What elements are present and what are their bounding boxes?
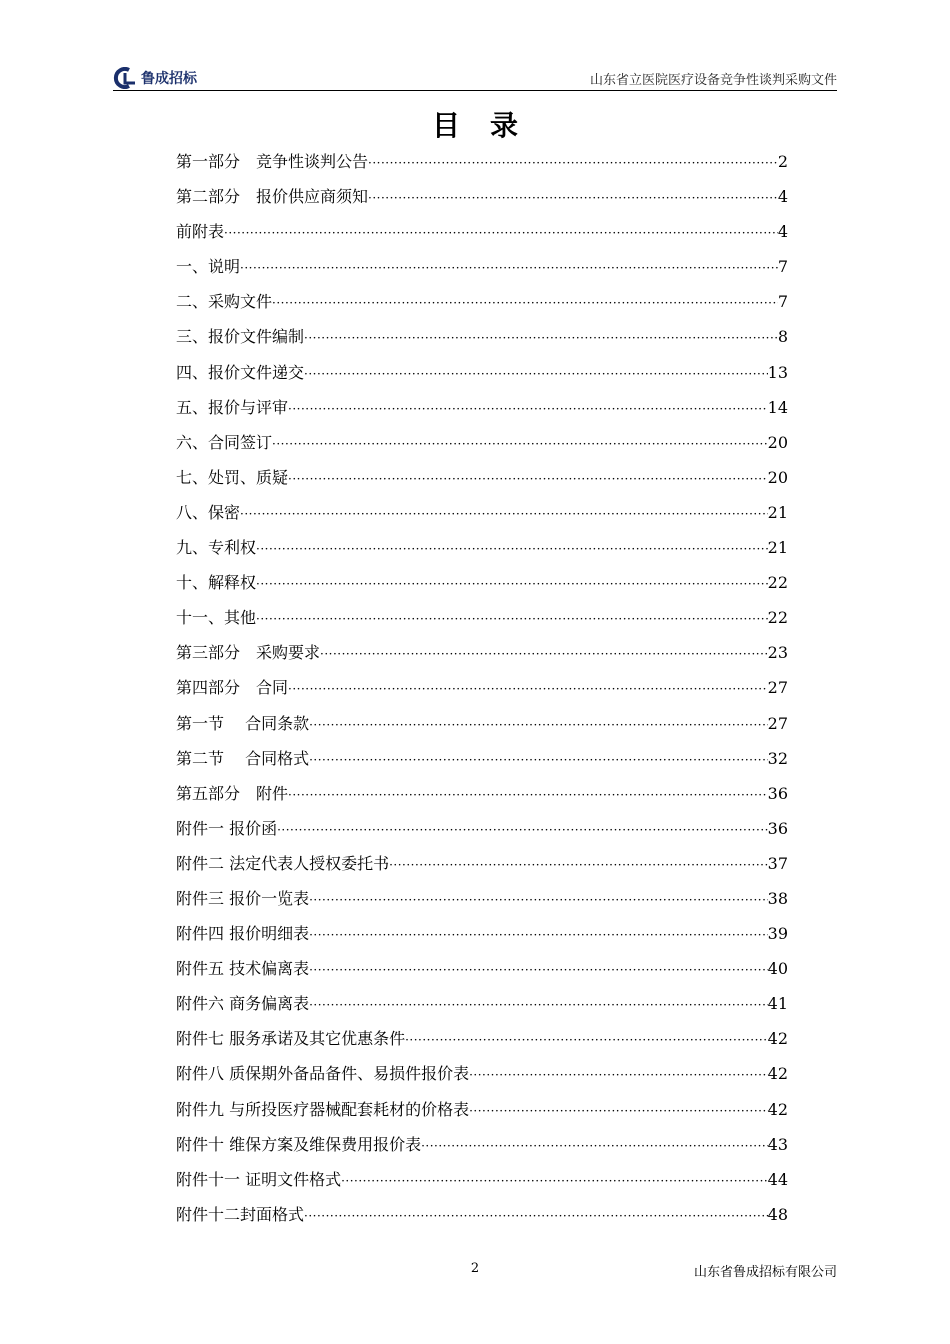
toc-entry[interactable]: [176, 846, 788, 881]
toc-entry-label: 附件二 法定代表人授权委托书: [176, 853, 390, 873]
toc-entry[interactable]: [176, 390, 788, 425]
toc-leader-dots: [389, 848, 768, 881]
toc-entry[interactable]: [176, 706, 788, 741]
toc-leader-dots: [256, 602, 768, 635]
toc-entry-page: 7: [777, 257, 788, 277]
toc-entry-label: 第二部分 报价供应商须知: [176, 187, 369, 207]
toc-leader-dots: [288, 392, 768, 425]
toc-entry-page: 43: [767, 1134, 788, 1154]
toc-leader-dots: [240, 497, 768, 530]
toc-entry-page: 22: [767, 573, 788, 593]
toc-entry[interactable]: [176, 284, 788, 319]
toc-entry[interactable]: [176, 776, 788, 811]
header-title: 山东省立医院医疗设备竞争性谈判采购文件: [589, 73, 837, 88]
toc-leader-dots: [224, 216, 778, 249]
toc-leader-dots: [288, 778, 768, 811]
toc-entry-page: 4: [777, 187, 788, 207]
toc-entry-label: 第三部分 采购要求: [176, 643, 321, 663]
toc-entry[interactable]: [176, 355, 788, 390]
toc-entry[interactable]: [176, 1162, 788, 1197]
toc-leader-dots: [309, 883, 768, 916]
toc-entry-page: 36: [767, 818, 788, 838]
toc-leader-dots: [309, 743, 768, 776]
toc-entry-label: 附件一 报价函: [176, 818, 278, 838]
toc-leader-dots: [309, 918, 768, 951]
toc-leader-dots: [240, 251, 778, 284]
toc-entry-label: 五、报价与评审: [176, 397, 289, 417]
toc-entry[interactable]: [176, 635, 788, 670]
toc-entry-label: 第二节 合同格式: [176, 748, 310, 768]
toc-entry-page: 44: [767, 1169, 788, 1189]
toc-entry-label: 九、专利权: [176, 538, 257, 558]
toc-leader-dots: [368, 181, 778, 214]
toc-entry-label: 十、解释权: [176, 573, 257, 593]
toc-entry-page: 39: [767, 924, 788, 944]
toc-entry[interactable]: [176, 1092, 788, 1127]
toc-entry[interactable]: [176, 214, 788, 249]
toc-entry-label: 十一、其他: [176, 608, 257, 628]
toc-entry[interactable]: [176, 741, 788, 776]
toc-entry[interactable]: [176, 1056, 788, 1091]
toc-entry-label: 八、保密: [176, 502, 241, 522]
toc-leader-dots: [272, 427, 768, 460]
toc-entry-label: 附件六 商务偏离表: [176, 994, 310, 1014]
footer-company: 山东省鲁成招标有限公司: [693, 1265, 837, 1280]
toc-entry-page: 8: [777, 327, 788, 347]
toc-entry-page: 48: [767, 1204, 788, 1224]
toc-entry[interactable]: [176, 249, 788, 284]
toc-entry-label: 第一节 合同条款: [176, 713, 310, 733]
toc-leader-dots: [256, 567, 768, 600]
toc-leader-dots: [309, 708, 768, 741]
toc-entry-page: 21: [767, 538, 788, 558]
toc-leader-dots: [288, 462, 768, 495]
toc-leader-dots: [341, 1164, 768, 1197]
page-header: [113, 66, 837, 91]
toc-entry-label: 前附表: [176, 222, 225, 242]
toc-entry-label: 第一部分 竞争性谈判公告: [176, 152, 369, 171]
toc-entry-label: 三、报价文件编制: [176, 327, 305, 347]
toc-entry-label: 六、合同签订: [176, 432, 273, 452]
toc-leader-dots: [304, 357, 768, 390]
toc-entry[interactable]: [176, 1197, 788, 1232]
toc-entry[interactable]: [176, 144, 788, 179]
toc-entry[interactable]: [176, 986, 788, 1021]
toc-entry-label: 附件十一 证明文件格式: [176, 1169, 342, 1189]
toc-entry-page: 41: [767, 994, 788, 1014]
toc-entry-page: 20: [767, 467, 788, 487]
toc-entry-label: 附件十 维保方案及维保费用报价表: [176, 1134, 422, 1154]
toc-entry[interactable]: [176, 565, 788, 600]
toc-leader-dots: [272, 286, 778, 319]
toc-entry-page: 14: [767, 397, 788, 417]
toc-leader-dots: [304, 321, 778, 354]
toc-entry-label: 附件三 报价一览表: [176, 888, 310, 908]
toc-leader-dots: [320, 637, 768, 670]
toc-entry-label: 附件九 与所投医疗器械配套耗材的价格表: [176, 1099, 470, 1119]
toc-entry-page: 27: [767, 678, 788, 698]
toc-entry-label: 附件七 服务承诺及其它优惠条件: [176, 1029, 406, 1049]
toc-entry-label: 第五部分 附件: [176, 783, 289, 803]
toc-entry-page: 32: [767, 748, 788, 768]
toc-leader-dots: [256, 532, 768, 565]
toc-entry[interactable]: [176, 951, 788, 986]
toc-entry-label: 附件八 质保期外备品备件、易损件报价表: [176, 1064, 470, 1084]
toc-entry[interactable]: [176, 1127, 788, 1162]
toc-entry[interactable]: [176, 916, 788, 951]
toc-leader-dots: [277, 813, 768, 846]
toc-entry-label: 第四部分 合同: [176, 678, 289, 698]
toc-entry[interactable]: [176, 881, 788, 916]
toc-leader-dots: [405, 1023, 768, 1056]
toc-leader-dots: [421, 1129, 768, 1162]
toc-leader-dots: [469, 1094, 768, 1127]
toc-leader-dots: [469, 1058, 768, 1091]
toc-entry[interactable]: [176, 460, 788, 495]
toc-entry[interactable]: [176, 179, 788, 214]
toc-title: 目录: [431, 109, 548, 142]
toc-entry-page: 7: [777, 292, 788, 312]
toc-entry-label: 四、报价文件递交: [176, 362, 305, 382]
toc-entry[interactable]: [176, 811, 788, 846]
toc-entry-label: 附件五 技术偏离表: [176, 959, 310, 979]
toc-entry-label: 七、处罚、质疑: [176, 467, 289, 487]
toc-entry-page: 38: [767, 888, 788, 908]
toc-entry[interactable]: [176, 670, 788, 705]
toc-leader-dots: [309, 988, 768, 1021]
toc-entry-label: 二、采购文件: [176, 292, 273, 312]
toc-entry-label: 附件十二封面格式: [176, 1204, 305, 1224]
toc-entry-label: 一、说明: [176, 257, 241, 277]
toc-entry[interactable]: [176, 425, 788, 460]
toc-entry[interactable]: [176, 600, 788, 635]
luchang-logo-icon: [113, 67, 141, 89]
toc-entry-page: 21: [767, 502, 788, 522]
toc-entry[interactable]: [176, 530, 788, 565]
toc-entry-page: 40: [767, 959, 788, 979]
toc-entry-page: 4: [777, 222, 788, 242]
toc-entry-page: 27: [767, 713, 788, 733]
page-number: 2: [470, 1261, 480, 1276]
logo: [113, 66, 197, 90]
toc-entry[interactable]: [176, 319, 788, 354]
toc-entry-page: 42: [767, 1099, 788, 1119]
logo-text: 鲁成招标: [141, 71, 197, 87]
toc-entry-label: 附件四 报价明细表: [176, 924, 310, 944]
toc-entry-page: 2: [777, 152, 788, 171]
toc-entry-page: 13: [767, 362, 788, 382]
toc-leader-dots: [304, 1199, 768, 1232]
toc-leader-dots: [288, 672, 768, 705]
toc-entry-page: 23: [767, 643, 788, 663]
toc-entry-page: 22: [767, 608, 788, 628]
toc-entry[interactable]: [176, 1021, 788, 1056]
toc-entry-page: 42: [767, 1029, 788, 1049]
toc-entry-page: 20: [767, 432, 788, 452]
toc-entry[interactable]: [176, 495, 788, 530]
toc-entry-page: 36: [767, 783, 788, 803]
toc-leader-dots: [368, 146, 778, 179]
toc-entry-page: 42: [767, 1064, 788, 1084]
table-of-contents: [176, 144, 788, 1232]
toc-leader-dots: [309, 953, 768, 986]
toc-entry-page: 37: [767, 853, 788, 873]
